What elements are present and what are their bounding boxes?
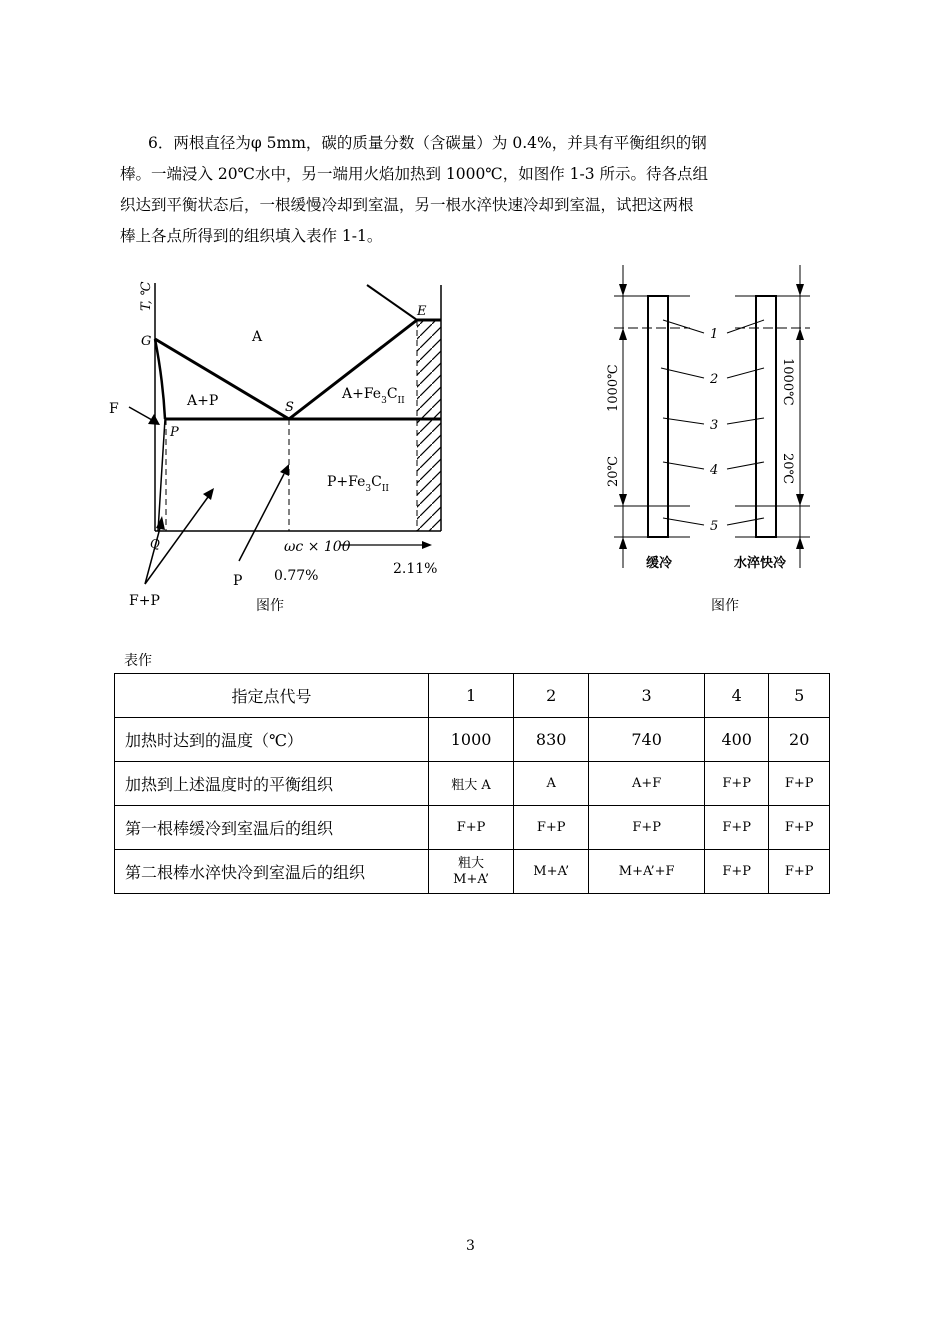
figure-caption-2: 图作 [711,598,739,614]
row-label: 加热时达到的温度（℃） [115,718,429,762]
table-cell: F+P [429,806,514,850]
annot-F-P: F+P [129,593,160,609]
table-header-cell: 指定点代号 [115,674,429,718]
y-axis-label: T, ℃ [139,281,154,311]
table-cell [429,850,514,894]
label-20-right: 20℃ [780,453,795,485]
liquidus-line [367,285,417,320]
table-title: 表作 [124,653,152,669]
line-PQ [158,419,165,531]
region-A-P: A+P [187,393,219,409]
region-P-Fe3C: $P+Fe_3C_{II}$ [327,474,389,494]
value-2-11: 2.11% [393,561,438,577]
table-cell: F+P [705,762,769,806]
row-label: 加热到上述温度时的平衡组织 [115,762,429,806]
row-label: 第二根棒水淬快冷到室温后的组织 [115,850,429,894]
paragraph-line: 棒。一端浸入 20℃水中，另一端用火焰加热到 1000℃，如图作 1-3 所示。待各点组 [120,165,709,183]
table-cell: A+F [589,762,705,806]
table-cell: 400 [705,718,769,762]
point-P: P [170,425,179,440]
table-row [115,806,830,850]
annot-F: F [109,401,119,417]
page-number: 3 [466,1238,475,1254]
table-cell: F+P [589,806,705,850]
label-20-left: 20℃ [606,455,621,487]
table-cell: F+P [769,850,830,894]
paragraph-line: 织达到平衡状态后，一根缓慢冷却到室温，另一根水淬快速冷却到室温，试把这两根 [120,196,694,214]
label-quench: 水淬快冷 [734,556,787,571]
table-cell: F+P [705,806,769,850]
table-header-cell: 2 [514,674,589,718]
table-cell: 20 [769,718,830,762]
point-E: E [417,304,427,319]
table-cell: A [514,762,589,806]
table-header-cell: 3 [589,674,705,718]
table-row [115,762,830,806]
bar-quench [756,296,776,537]
line-GS [155,339,289,419]
table-cell: 粗大 A [429,762,514,806]
label-slow-cool: 缓冷 [646,556,673,571]
table-cell: F+P [769,762,830,806]
table-cell: 1000 [429,718,514,762]
point-Q: Q [150,537,160,551]
point-label-1: 1 [710,327,719,342]
table-cell: F+P [514,806,589,850]
answer-table [114,673,830,894]
point-S: S [285,400,294,415]
row-label: 第一根棒缓冷到室温后的组织 [115,806,429,850]
point-label-3: 3 [710,418,719,433]
bar-slow-cool [648,296,668,537]
table-cell: M+A’ [514,850,589,894]
table-cell: F+P [705,850,769,894]
point-label-5: 5 [710,519,719,534]
table-cell: 830 [514,718,589,762]
table-header-cell: 1 [429,674,514,718]
table-row [115,850,830,894]
table-cell: 740 [589,718,705,762]
x-axis-label: ωc × 100 [284,539,351,555]
cell-line: 粗大 [458,855,485,871]
label-1000-right: 1000℃ [780,358,795,406]
table-cell: F+P [769,806,830,850]
region-A-Fe3C: $A+Fe_3C_{II}$ [342,386,405,406]
paragraph-line: 6．两根直径为φ 5mm，碳的质量分数（含碳量）为 0.4%，并具有平衡组织的钢 [148,134,707,152]
table-row [115,718,830,762]
label-1000-left: 1000℃ [606,364,621,412]
hatched-region [417,320,441,531]
figure-caption-1: 图作 [256,598,284,614]
region-A: A [252,329,263,345]
point-G: G [141,334,152,349]
cell-line: M+A’ [453,871,489,887]
table-cell: M+A’+F [589,850,705,894]
paragraph-line: 棒上各点所得到的组织填入表作 1-1。 [120,227,383,245]
table-header-row [115,674,830,718]
annot-P: P [233,573,243,589]
point-label-4: 4 [710,463,719,478]
point-label-2: 2 [710,372,719,387]
arrow-F [129,407,152,420]
line-GP [155,339,165,419]
value-0-77: 0.77% [274,568,319,584]
table-header-cell: 4 [705,674,769,718]
table-header-cell: 5 [769,674,830,718]
